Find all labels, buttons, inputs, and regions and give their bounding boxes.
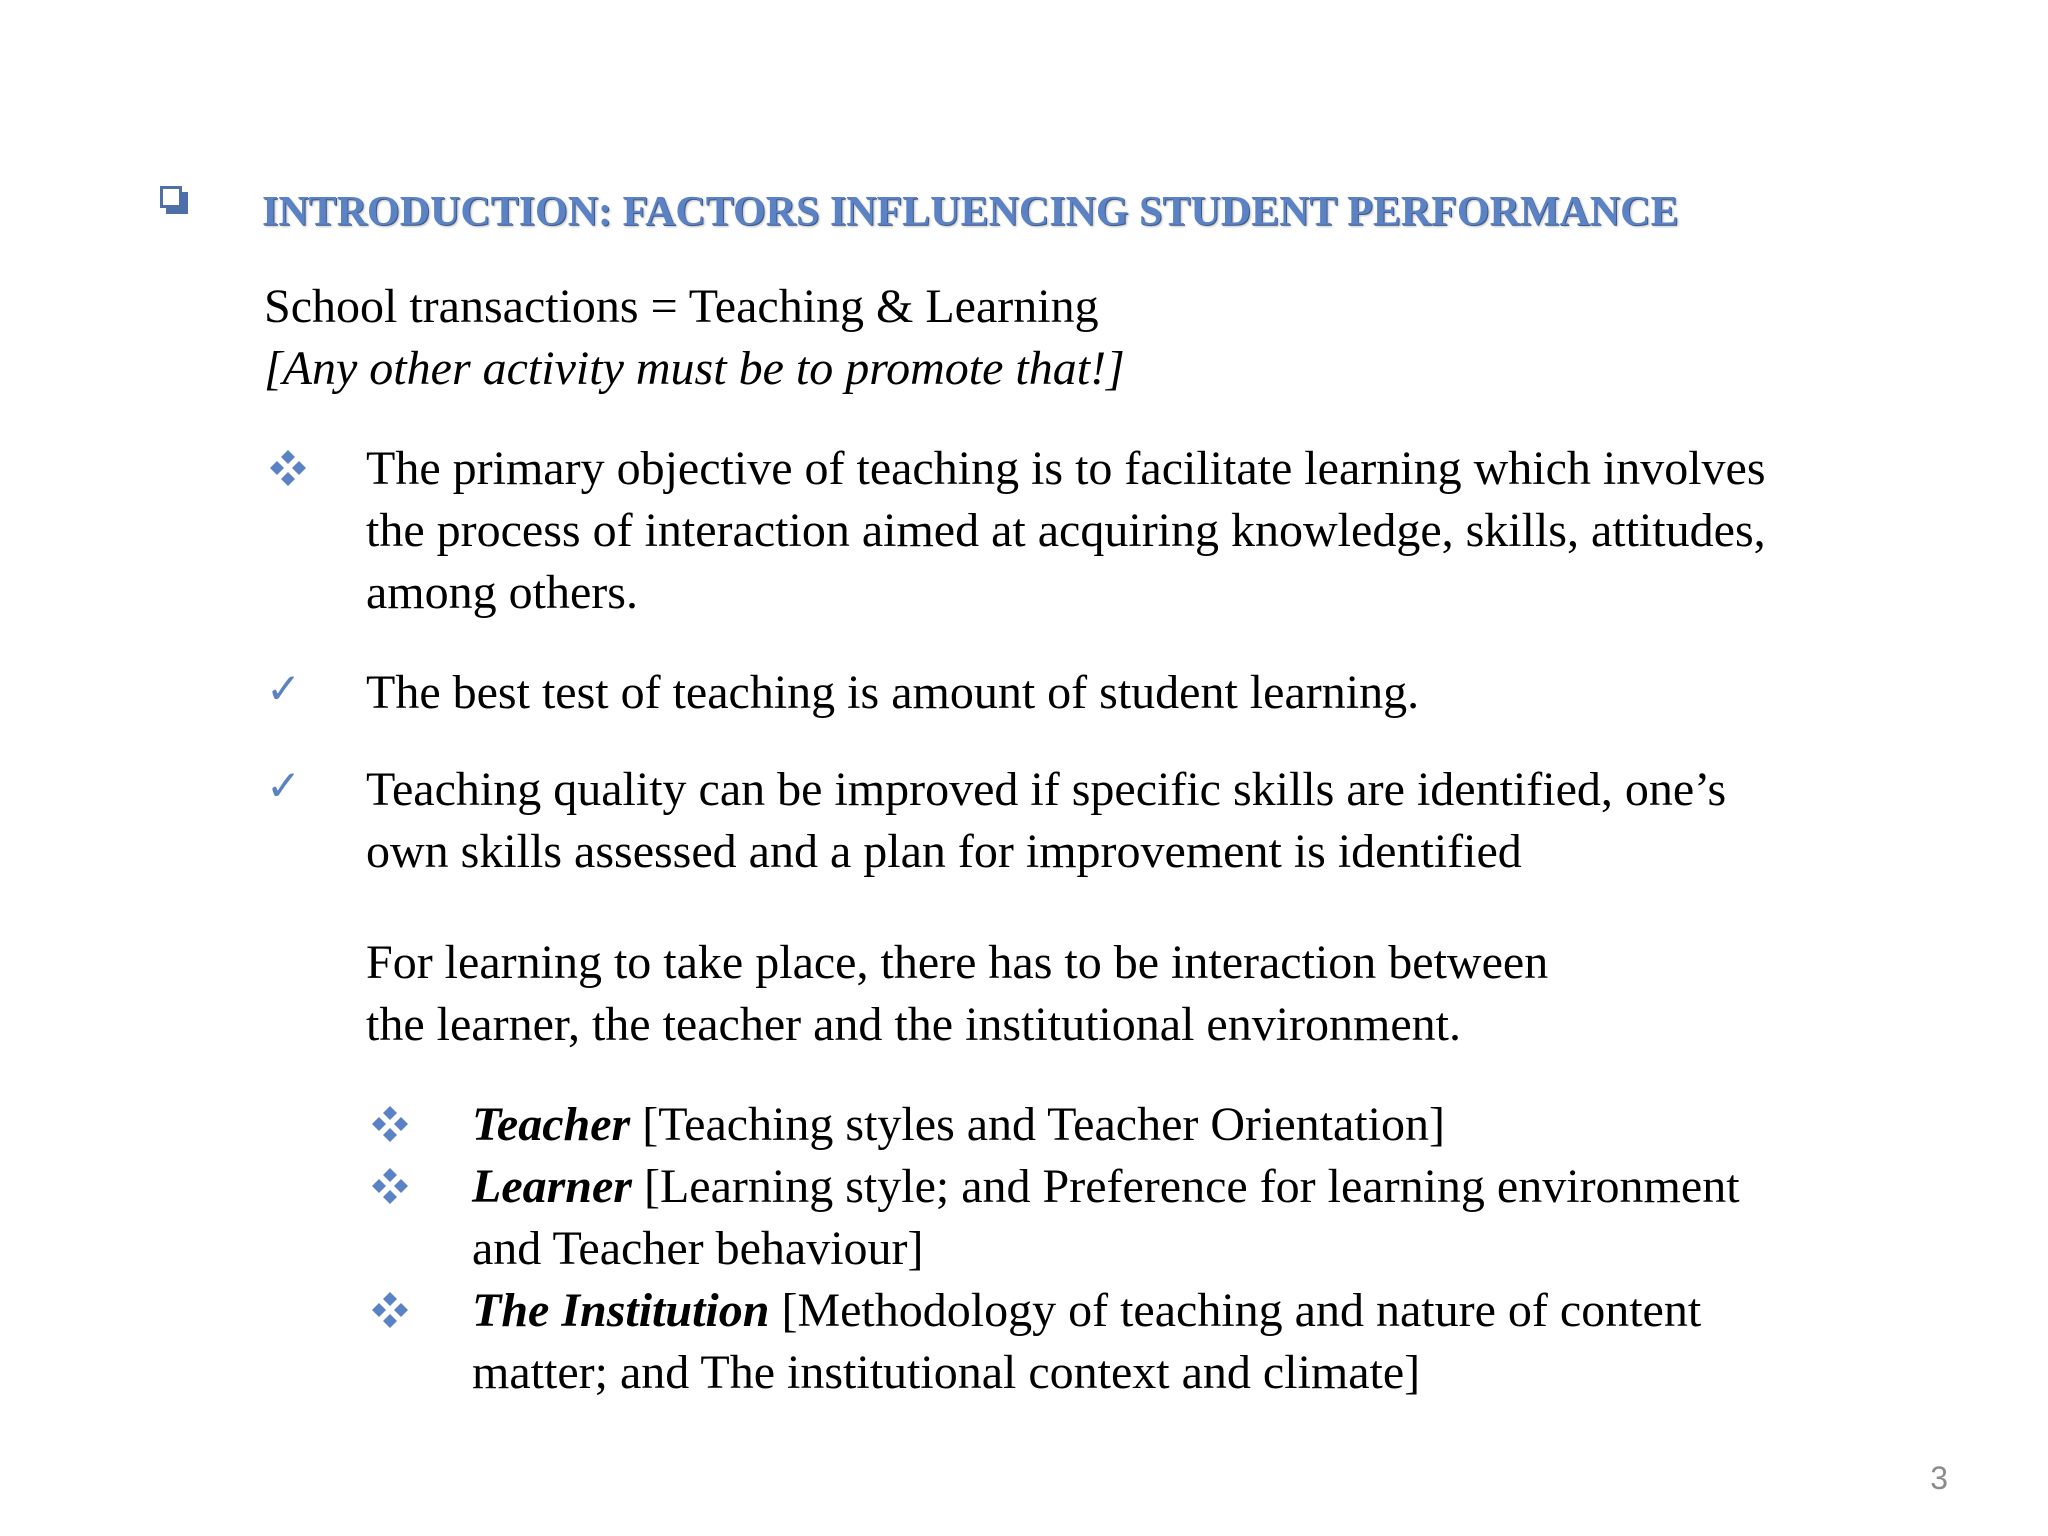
promote-note-line: [Any other activity must be to promote that!] (264, 342, 1125, 395)
slide-title: INTRODUCTION: FACTORS INFLUENCING STUDENT PERFORMANCE (262, 189, 1679, 235)
diamond-bullet-icon (268, 448, 308, 488)
checkmark-icon: ✓ (266, 664, 302, 713)
point-1-line-1: The primary objective of teaching is to facilitate learning which involves (366, 442, 1766, 495)
diamond-bullet-icon (370, 1104, 410, 1144)
school-transactions-line: School transactions = Teaching & Learning (264, 280, 1099, 333)
point-1-line-3: among others. (366, 566, 638, 619)
checkmark-icon: ✓ (266, 761, 302, 810)
point-3-line-1: Teaching quality can be improved if specific skills are identified, one’s (366, 763, 1727, 816)
factor-term: The Institution (472, 1284, 770, 1337)
factor-learner-line-2: and Teacher behaviour] (472, 1222, 924, 1275)
factor-institution-line-2: matter; and The institutional context and climate] (472, 1346, 1421, 1399)
factor-institution (472, 1280, 1701, 1342)
factor-term: Learner (472, 1160, 632, 1213)
factor-learner (472, 1156, 1740, 1218)
factor-description: [Methodology of teaching and nature of content (769, 1284, 1702, 1337)
point-1-line-2: the process of interaction aimed at acquiring knowledge, skills, attitudes, (366, 504, 1766, 557)
diamond-bullet-icon (370, 1166, 410, 1206)
interaction-line-2: the learner, the teacher and the institutional environment. (366, 998, 1461, 1051)
factor-description: [Teaching styles and Teacher Orientation] (630, 1098, 1445, 1151)
page-number: 3 (1930, 1460, 1948, 1496)
checkbox-square-icon (160, 186, 186, 212)
diamond-bullet-icon (370, 1290, 410, 1330)
interaction-line-1: For learning to take place, there has to be interaction between (366, 936, 1549, 989)
factor-teacher (472, 1094, 1445, 1156)
point-3-line-2: own skills assessed and a plan for improvement is identified (366, 825, 1522, 878)
point-2-line-1: The best test of teaching is amount of student learning. (366, 666, 1420, 719)
factor-term: Teacher (472, 1098, 631, 1151)
factor-description: [Learning style; and Preference for learning environment (631, 1160, 1740, 1213)
